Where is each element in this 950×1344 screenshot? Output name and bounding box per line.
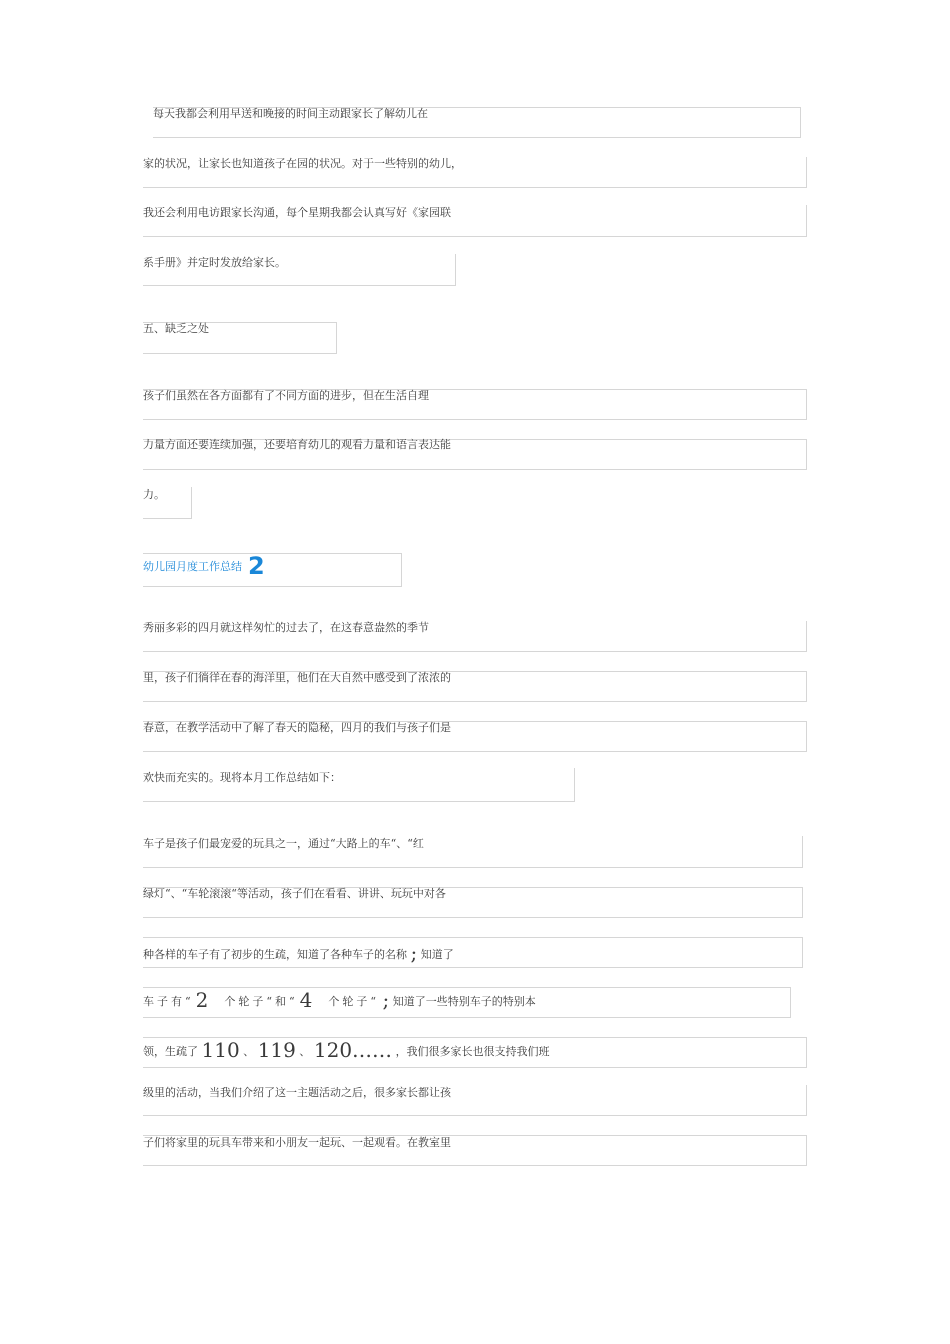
paragraph-line: 里，孩子们徜徉在春的海洋里，他们在大自然中感受到了浓浓的 — [143, 671, 451, 684]
paragraph-line: 级里的活动，当我们介绍了这一主题活动之后，很多家长都让孩 — [143, 1086, 451, 1099]
paragraph-line: 子们将家里的玩具车带来和小朋友一起玩、一起观看。在教室里 — [143, 1136, 451, 1149]
line-text: 车子有“ — [143, 995, 194, 1008]
paragraph-line: 车子是孩子们最宠爱的玩具之一，通过“大路上的车“、“红 — [143, 837, 424, 850]
paragraph-line: 我还会利用电访跟家长沟通，每个星期我都会认真写好《家园联 — [143, 206, 451, 219]
paragraph-line: 力。 — [143, 488, 165, 501]
semicolon: ; — [382, 988, 390, 1012]
number: 119 — [257, 1038, 296, 1062]
line-text: 知道了一些特别车子的特别本 — [392, 995, 536, 1008]
paragraph-line — [143, 941, 454, 965]
line-text: 种各样的车子有了初步的生疏，知道了各种车子的名称 — [143, 948, 407, 961]
line-text: 个轮子“和“ — [224, 995, 298, 1008]
paragraph-line: 系手册》并定时发放给家长。 — [143, 256, 286, 269]
paragraph-line: 秀丽多彩的四月就这样匆忙的过去了，在这春意盎然的季节 — [143, 621, 429, 634]
paragraph-line — [143, 1038, 550, 1062]
paragraph-line: 力量方面还要连续加强，还要培育幼儿的观看力量和语言表达能 — [143, 438, 451, 451]
paragraph-line: 每天我都会利用早送和晚接的时间主动跟家长了解幼儿在 — [153, 107, 428, 120]
paragraph-line: 春意，在教学活动中了解了春天的隐秘，四月的我们与孩子们是 — [143, 721, 451, 734]
separator: 、 — [243, 1045, 255, 1058]
paragraph-line: 欢快而充实的。现将本月工作总结如下： — [143, 771, 341, 784]
number: 110 — [201, 1038, 240, 1062]
paragraph-line: 绿灯“、“车轮滚滚“等活动，孩子们在看看、讲讲、玩玩中对各 — [143, 887, 446, 900]
line-text: ，我们很多家长也很支持我们班 — [395, 1045, 550, 1058]
number: 120…… — [313, 1038, 393, 1062]
section-heading: 五、缺乏之处 — [143, 322, 209, 335]
line-text: 个轮子“ — [328, 995, 379, 1008]
article-title — [143, 552, 265, 580]
article-title-number: 2 — [248, 552, 265, 580]
paragraph-line — [143, 988, 536, 1012]
line-text: 领，生疏了 — [143, 1045, 198, 1058]
line-text: 知道了 — [420, 948, 454, 961]
semicolon: ; — [410, 941, 418, 965]
number: 4 — [299, 988, 313, 1012]
paragraph-line: 孩子们虽然在各方面都有了不同方面的进步，但在生活自理 — [143, 389, 429, 402]
number: 2 — [195, 988, 209, 1012]
article-title-text: 幼儿园月度工作总结 — [143, 560, 242, 573]
paragraph-line: 家的状况，让家长也知道孩子在园的状况。对于一些特别的幼儿， — [143, 157, 462, 170]
separator: 、 — [299, 1045, 311, 1058]
